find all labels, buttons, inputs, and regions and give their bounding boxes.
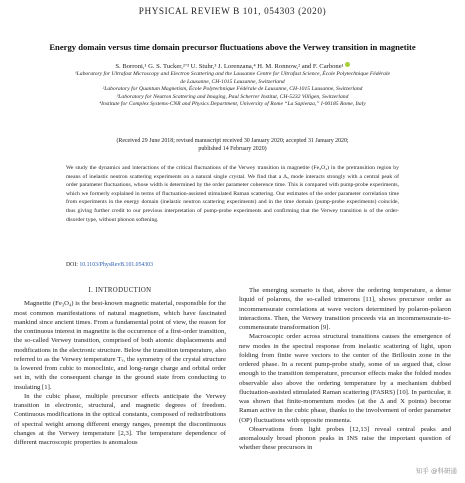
received-line: published 14 February 2020)	[198, 146, 267, 152]
body-paragraph: The emerging scenario is that, above the ordering temperature, a dense liquid of polarons, the so-called trimerons [11], shows precursor order as incommensurate correlations at wave vectors determined by polaron-polaron interactions. Then, the Verwey transition proceeds via an incommensurate-to-commensurate transformation [9].	[239, 287, 451, 331]
received-dates	[20, 137, 445, 153]
body-paragraph: In the cubic phase, multiple precursor effects anticipate the Verwey transition in electronic, structural, and magnetic degrees of freedom. Continuous modifications in the optical constants, composed of redistributions of spectral weight among different energy ranges, preempt the discontinuous changes at the Verwey temperature [2,3]. The temperature dependence of different macroscopic properties is anomalous	[14, 392, 226, 446]
doi-label: DOI:	[66, 262, 78, 268]
authors-text: S. Borroni,¹ G. S. Tucker,²ʼ³ U. Stuhr,³ J. Lorenzana,⁴ H. M. Ronnow,² and F. Carbone	[115, 63, 342, 70]
affiliations	[20, 71, 445, 109]
affiliation-line: ⁴Institute for Complex Systems-CNR and Physics Department, University of Rome “La Sapienza,” I-00185 Rome, Italy	[99, 101, 366, 108]
article-title: Energy domain versus time domain precursor fluctuations above the Verwey transition in magnetite	[49, 42, 416, 52]
running-head: PHYSICAL REVIEW B 101, 054303 (2020)	[138, 6, 327, 16]
watermark: 知乎 @科研通	[415, 467, 457, 475]
orcid-icon[interactable]	[345, 62, 350, 67]
body-paragraph: Macroscopic order across structural transitions causes the emergence of new modes in the spectral response from inelastic scattering of light, upon folding from finite wave vectors to the center of the Brillouin zone in the ordered phase. In a recent pump-probe study, some of us argued that, close enough to the transition temperature, precursor effects make the folded modes observable also above the ordering temperature by a mechanism dubbed fluctuation-assisted stimulated Raman scattering (FASRS) [10]. In particular, it was shown that finite-momentum modes (at the Δ and X points) become Raman active in the cubic phase, thanks to the involvement of order parameter (OP) fluctuations with opposite momenta.	[239, 333, 451, 424]
affiliation-line: de Lausanne, CH-1015 Lausanne, Switzerland	[180, 78, 285, 85]
received-line: (Received 29 June 2018; revised manuscript received 30 January 2020; accepted 31 January 2020;	[116, 138, 349, 144]
abstract: We study the dynamics and interactions of the critical fluctuations of the Verwey transition in magnetite (Fe₃O₄) in the pretransition region by means of inelastic neutron scattering experiments on a natural single crystal. We find that a Δ₅ mode interacts strongly with a central peak of order parameter fluctuations, whose width is determined by the order parameter coherence time. This is compared with pump-probe experiments, which we formerly explained in terms of fluctuation-assisted stimulated Raman scattering. Our estimates of the order parameter correlation time from experiments in the energy domain (inelastic neutron scattering experiments) and in the time domain (pump-probe experiments) coincide, thus giving further credit to our previous interpretation of pump-probe experiments and confirming that the Verwey transition is of the order-disorder type, without phonon softening.	[66, 165, 399, 223]
last-author-affil-mark: ¹	[341, 63, 344, 70]
doi-link[interactable]: 10.1103/PhysRevB.101.054303	[79, 262, 154, 268]
body-column-right	[239, 286, 451, 453]
section-heading: I. INTRODUCTION	[88, 287, 152, 294]
body-paragraph: Magnetite (Fe₃O₄) is the best-known magnetic material, responsible for the most common manifestations of natural magnetism, which have fascinated mankind since ancient times. From a fundamental point of view, the reason for the continuous interest in magnetite is the occurrence of a first-order transition, the so-called Verwey transition, comprised of both atomic displacements and modifications in the electronic structure. Below the transition temperature, also referred to as the Verwey temperature Tᵥ, the symmetry of the crystal structure is lowered from cubic to monoclinic, and long-range charge and orbital order set in, with the consequent change in the ground state from conducting to insulating [1].	[14, 300, 226, 391]
author-list	[14, 62, 451, 71]
affiliation-line: ¹Laboratory for Ultrafast Microscopy and Electron Scattering and the Lausanne Centre for Ultrafast Science, École Polytechnique Fédérale	[74, 71, 391, 77]
body-column-left	[14, 286, 226, 447]
doi-line	[66, 262, 153, 268]
body-paragraph: Observations from light probes [12,13] reveal central peaks and anomalously broad phonon peaks in INS raise the important question of whether these precursors in	[239, 425, 451, 452]
affiliation-line: ³Laboratory for Neutron Scattering and Imaging, Paul Scherrer Institut, CH-5232 Villigen, Switzerland	[116, 93, 349, 100]
affiliation-line: ²Laboratory for Quantum Magnetism, École Polytechnique Fédérale de Lausanne, CH-1015 Lausanne, Switzerland	[102, 86, 363, 93]
